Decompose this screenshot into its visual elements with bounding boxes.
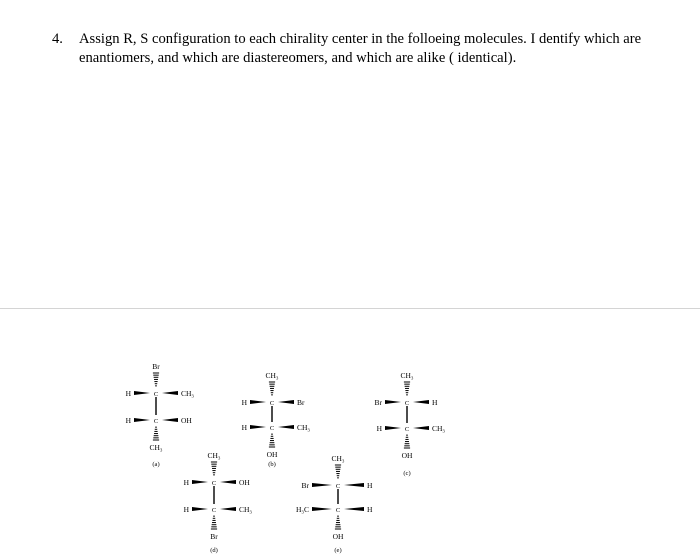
substituent-bottom: OH <box>401 451 413 460</box>
substituent-bottom: CH₃ <box>149 443 163 452</box>
carbon-atom: C <box>153 391 159 398</box>
substituent-top: CH₃ <box>265 371 279 380</box>
hashed-wedge-bottom <box>269 434 275 447</box>
substituent-left-upper: H <box>125 389 131 398</box>
question-line-2: enantiomers, and which are diastereomers, and which are alike ( identical). <box>79 50 517 66</box>
substituent-left-upper: Br <box>301 481 309 490</box>
wedge-left-lower <box>134 418 150 422</box>
substituent-left-lower: H <box>183 505 189 514</box>
wedge-right-upper <box>220 480 236 484</box>
substituent-top: Br <box>152 362 160 371</box>
substituent-right-lower: CH₃ <box>239 505 253 514</box>
molecule-label-c: (c) <box>403 470 411 477</box>
substituent-right-lower: H <box>367 505 373 514</box>
substituent-right-lower: OH <box>181 416 192 425</box>
molecule-label-e: (e) <box>334 547 342 554</box>
carbon-atom: C <box>211 507 217 514</box>
substituent-right-lower: CH₃ <box>297 423 311 432</box>
molecule-label-d: (d) <box>210 547 218 554</box>
substituent-top: CH₃ <box>331 454 345 463</box>
substituent-left-upper: H <box>241 398 247 407</box>
wedge-right-lower <box>344 507 364 511</box>
substituent-left-lower: H <box>241 423 247 432</box>
substituent-top: CH₃ <box>400 371 414 380</box>
wedge-left-upper <box>312 483 332 487</box>
molecule-label-b: (b) <box>268 461 276 468</box>
stereochemistry-figure <box>0 300 700 556</box>
wedge-right-upper <box>162 391 178 395</box>
wedge-left-lower <box>192 507 208 511</box>
substituent-right-upper: H <box>367 481 373 490</box>
carbon-atom: C <box>335 507 341 514</box>
substituent-left-lower: H <box>125 416 131 425</box>
hashed-wedge-top <box>404 382 410 395</box>
substituent-right-upper: H <box>432 398 438 407</box>
wedge-left-lower <box>250 425 266 429</box>
substituent-right-upper: Br <box>297 398 305 407</box>
wedge-left-lower <box>312 507 332 511</box>
substituent-right-upper: CH₃ <box>181 389 195 398</box>
wedge-left-lower <box>385 426 401 430</box>
wedge-left-upper <box>192 480 208 484</box>
question-line-1: Assign R, S configuration to each chirality center in the folloeing molecules. I dentify which are <box>79 31 642 47</box>
carbon-atom: C <box>211 480 217 487</box>
hashed-wedge-top <box>153 373 159 386</box>
wedge-right-upper <box>413 400 429 404</box>
carbon-atom: C <box>153 418 159 425</box>
substituent-bottom: OH <box>266 450 278 459</box>
wedge-right-lower <box>278 425 294 429</box>
wedge-left-upper <box>134 391 150 395</box>
hashed-wedge-bottom <box>404 435 410 448</box>
carbon-atom: C <box>335 483 341 490</box>
wedge-right-lower <box>162 418 178 422</box>
substituent-right-upper: OH <box>239 478 250 487</box>
substituent-bottom: OH <box>332 532 344 541</box>
substituent-right-lower: CH₃ <box>432 424 446 433</box>
wedge-right-lower <box>413 426 429 430</box>
molecule-label-a: (a) <box>152 461 160 468</box>
substituent-left-lower: H <box>376 424 382 433</box>
hashed-wedge-top <box>269 382 275 395</box>
wedge-left-upper <box>385 400 401 404</box>
hashed-wedge-bottom <box>211 516 217 529</box>
wedge-right-lower <box>220 507 236 511</box>
hashed-wedge-bottom <box>153 427 159 440</box>
substituent-bottom: Br <box>210 532 218 541</box>
hashed-wedge-bottom <box>335 516 341 529</box>
carbon-atom: C <box>269 400 275 407</box>
substituent-left-upper: Br <box>374 398 382 407</box>
wedge-right-upper <box>278 400 294 404</box>
substituent-left-lower: H₃C <box>295 505 309 514</box>
carbon-atom: C <box>404 426 410 433</box>
carbon-atom: C <box>269 425 275 432</box>
hashed-wedge-top <box>211 462 217 475</box>
substituent-left-upper: H <box>183 478 189 487</box>
carbon-atom: C <box>404 400 410 407</box>
question-number: 4. <box>52 31 63 47</box>
substituent-top: CH₃ <box>207 451 221 460</box>
hashed-wedge-top <box>335 465 341 478</box>
wedge-right-upper <box>344 483 364 487</box>
wedge-left-upper <box>250 400 266 404</box>
